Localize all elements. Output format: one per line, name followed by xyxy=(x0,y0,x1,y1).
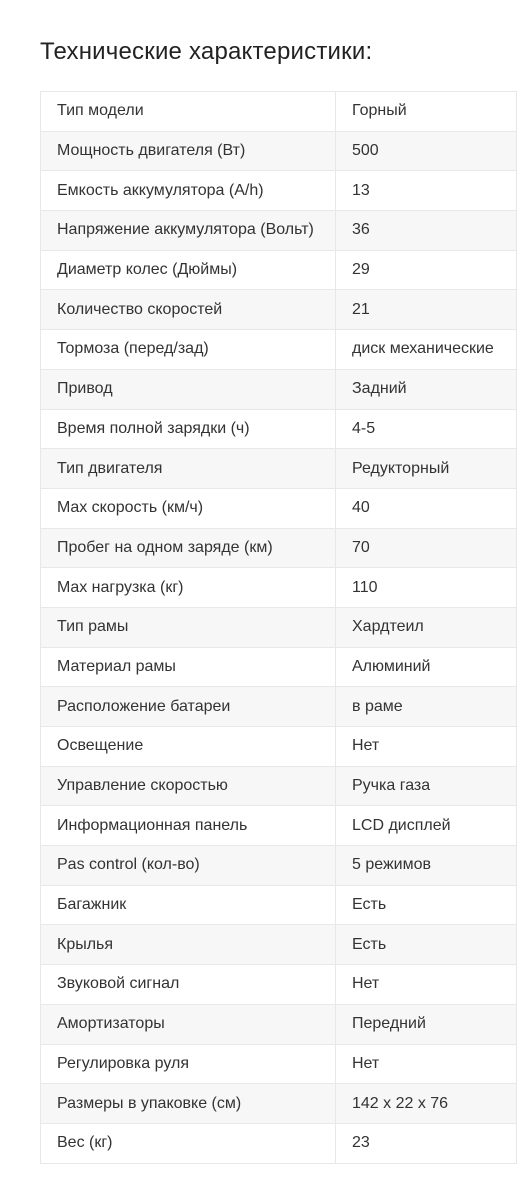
spec-value-cell: в раме xyxy=(336,687,517,727)
table-row xyxy=(41,568,517,608)
spec-name-cell: Материал рамы xyxy=(41,647,336,687)
spec-name-cell: Max скорость (км/ч) xyxy=(41,488,336,528)
spec-value-cell: Ручка газа xyxy=(336,766,517,806)
table-row xyxy=(41,885,517,925)
spec-name-cell: Емкость аккумулятора (A/h) xyxy=(41,171,336,211)
spec-name-cell: Количество скоростей xyxy=(41,290,336,330)
spec-value-cell: 110 xyxy=(336,568,517,608)
spec-value-cell: Редукторный xyxy=(336,449,517,489)
spec-name-cell: Привод xyxy=(41,369,336,409)
table-row xyxy=(41,806,517,846)
spec-value-cell: 70 xyxy=(336,528,517,568)
spec-value-cell: 29 xyxy=(336,250,517,290)
spec-name-cell: Тормоза (перед/зад) xyxy=(41,330,336,370)
table-row xyxy=(41,687,517,727)
table-row xyxy=(41,965,517,1005)
table-row xyxy=(41,92,517,132)
spec-name-cell: Управление скоростью xyxy=(41,766,336,806)
spec-name-cell: Освещение xyxy=(41,727,336,767)
spec-name-cell: Вес (кг) xyxy=(41,1123,336,1163)
spec-value-cell: Нет xyxy=(336,727,517,767)
spec-value-cell: Нет xyxy=(336,965,517,1005)
spec-name-cell: Звуковой сигнал xyxy=(41,965,336,1005)
spec-value-cell: Есть xyxy=(336,885,517,925)
spec-name-cell: Тип модели xyxy=(41,92,336,132)
spec-value-cell: 23 xyxy=(336,1123,517,1163)
table-row xyxy=(41,1004,517,1044)
table-row xyxy=(41,607,517,647)
spec-name-cell: Тип рамы xyxy=(41,607,336,647)
table-row xyxy=(41,211,517,251)
table-row xyxy=(41,369,517,409)
table-row xyxy=(41,330,517,370)
spec-value-cell: 36 xyxy=(336,211,517,251)
spec-value-cell: диск механические xyxy=(336,330,517,370)
spec-value-cell: 40 xyxy=(336,488,517,528)
specs-table-body xyxy=(41,92,517,1164)
table-row xyxy=(41,409,517,449)
spec-value-cell: 5 режимов xyxy=(336,846,517,886)
spec-name-cell: Регулировка руля xyxy=(41,1044,336,1084)
table-row xyxy=(41,1044,517,1084)
spec-name-cell: Тип двигателя xyxy=(41,449,336,489)
spec-value-cell: Нет xyxy=(336,1044,517,1084)
page-title: Технические характеристики: xyxy=(40,38,373,65)
spec-name-cell: Напряжение аккумулятора (Вольт) xyxy=(41,211,336,251)
table-row xyxy=(41,250,517,290)
table-row xyxy=(41,488,517,528)
table-row xyxy=(41,171,517,211)
spec-name-cell: Диаметр колес (Дюймы) xyxy=(41,250,336,290)
spec-value-cell: Алюминий xyxy=(336,647,517,687)
spec-name-cell: Пробег на одном заряде (км) xyxy=(41,528,336,568)
table-row xyxy=(41,727,517,767)
table-row xyxy=(41,925,517,965)
spec-name-cell: Крылья xyxy=(41,925,336,965)
spec-value-cell: 142 x 22 x 76 xyxy=(336,1084,517,1124)
spec-name-cell: Амортизаторы xyxy=(41,1004,336,1044)
spec-name-cell: Багажник xyxy=(41,885,336,925)
table-row xyxy=(41,846,517,886)
table-row xyxy=(41,647,517,687)
table-row xyxy=(41,449,517,489)
spec-value-cell: Передний xyxy=(336,1004,517,1044)
table-row xyxy=(41,1084,517,1124)
spec-name-cell: Информационная панель xyxy=(41,806,336,846)
spec-name-cell: Размеры в упаковке (см) xyxy=(41,1084,336,1124)
spec-value-cell: Хардтеил xyxy=(336,607,517,647)
spec-name-cell: Расположение батареи xyxy=(41,687,336,727)
table-row xyxy=(41,290,517,330)
specs-table xyxy=(40,91,517,1164)
spec-value-cell: 4-5 xyxy=(336,409,517,449)
spec-value-cell: LCD дисплей xyxy=(336,806,517,846)
table-row xyxy=(41,528,517,568)
spec-name-cell: Время полной зарядки (ч) xyxy=(41,409,336,449)
table-row xyxy=(41,1123,517,1163)
spec-value-cell: Есть xyxy=(336,925,517,965)
table-row xyxy=(41,131,517,171)
spec-value-cell: 13 xyxy=(336,171,517,211)
spec-name-cell: Max нагрузка (кг) xyxy=(41,568,336,608)
table-row xyxy=(41,766,517,806)
spec-value-cell: Горный xyxy=(336,92,517,132)
spec-name-cell: Pas control (кол-во) xyxy=(41,846,336,886)
spec-value-cell: Задний xyxy=(336,369,517,409)
spec-value-cell: 21 xyxy=(336,290,517,330)
spec-name-cell: Мощность двигателя (Вт) xyxy=(41,131,336,171)
spec-value-cell: 500 xyxy=(336,131,517,171)
